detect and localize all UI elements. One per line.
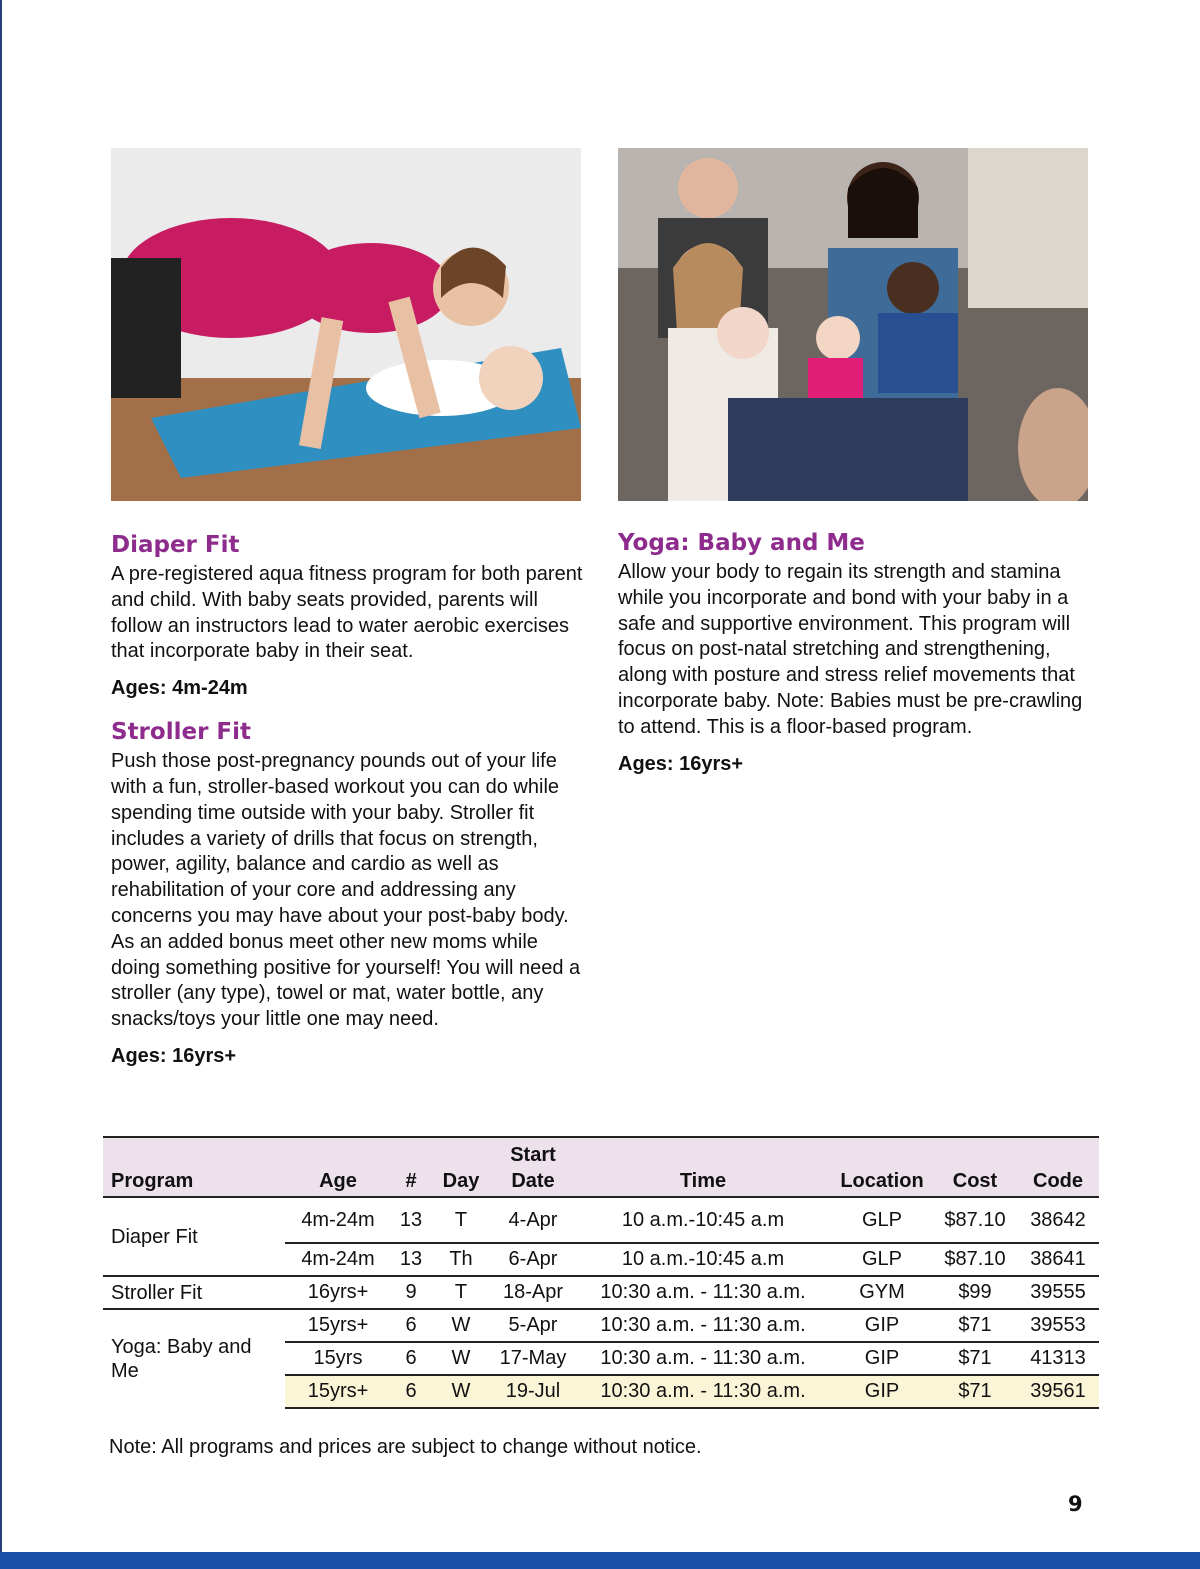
cell-num: 9: [391, 1276, 431, 1309]
cell-age: 4m-24m: [285, 1243, 391, 1276]
cell-age: 4m-24m: [301, 1208, 375, 1231]
cell-num: 6: [391, 1309, 431, 1342]
cell-age: 15yrs+: [285, 1309, 391, 1342]
disclaimer-note: Note: All programs and prices are subject to change without notice.: [109, 1436, 702, 1458]
header-day: Day: [431, 1137, 491, 1197]
cell-code: 38642: [1030, 1208, 1086, 1231]
yoga-group-illustration: [618, 148, 1088, 501]
cell-location: GIP: [831, 1375, 933, 1408]
diaper-fit-photo: [111, 148, 581, 501]
stroller-fit-ages: Ages: 16yrs+: [111, 1044, 237, 1067]
cell-code: 39555: [1017, 1276, 1099, 1309]
cell-cost: $71: [933, 1375, 1017, 1408]
yoga-title: Yoga: Baby and Me: [618, 530, 865, 556]
cell-day: W: [431, 1342, 491, 1375]
header-start-date-line2: Date: [511, 1170, 555, 1192]
cell-code: 39553: [1017, 1309, 1099, 1342]
cell-date: 6-Apr: [491, 1243, 575, 1276]
cell-location: GIP: [831, 1309, 933, 1342]
cell-time: 10 a.m.-10:45 a.m: [575, 1243, 831, 1276]
cell-day: W: [431, 1375, 491, 1408]
cell-date: 4-Apr: [508, 1208, 558, 1231]
yoga-baby-photo: [618, 148, 1088, 501]
cell-date: 19-Jul: [491, 1375, 575, 1408]
cell-time: 10 a.m.-10:45 a.m: [621, 1208, 785, 1231]
cell-location: GLP: [861, 1208, 903, 1231]
cell-location: GLP: [831, 1243, 933, 1276]
cell-day: W: [431, 1309, 491, 1342]
cell-time: 10:30 a.m. - 11:30 a.m.: [575, 1342, 831, 1375]
cell-day: T: [431, 1276, 491, 1309]
table-row: [103, 1197, 1099, 1243]
cell-num: 6: [391, 1342, 431, 1375]
table-row: [103, 1309, 1099, 1342]
header-code: Code: [1017, 1137, 1099, 1197]
page-left-rule: [0, 0, 2, 1552]
header-start-date-line1: Start: [510, 1144, 556, 1166]
cell-cost: $99: [933, 1276, 1017, 1309]
cell-day: Th: [431, 1243, 491, 1276]
page-bottom-bar: [0, 1552, 1200, 1569]
header-age: Age: [285, 1137, 391, 1197]
header-cost: Cost: [933, 1137, 1017, 1197]
right-column: [618, 526, 1093, 791]
cell-code: 38641: [1017, 1243, 1099, 1276]
header-program: Program: [103, 1137, 285, 1197]
cell-cost: $87.10: [944, 1208, 1006, 1231]
left-column: [111, 528, 586, 1083]
cell-date: 5-Apr: [491, 1309, 575, 1342]
yoga-description: Allow your body to regain its strength and stamina while you incorporate and bond with your baby in a safe and supportive environment. This program will focus on post-natal stretching and strengthening, along with posture and stress relief movements that incorporate baby. Note: Babies must be pre-crawling to attend. This is a floor-based program.: [618, 561, 1083, 738]
stroller-fit-description: Push those post-pregnancy pounds out of your life with a fun, stroller-based workout you can do while spending time outside with your baby. Stroller fit includes a variety of drills that focus on strength, power, agility, balance and cardio as well as rehabilitation of your core and addressing any concerns you may have about your post-baby body. As an added bonus meet other new moms while doing something positive for yourself! You will need a stroller (any type), towel or mat, water bottle, any snacks/toys your little one may need.: [111, 750, 581, 1031]
header-num: #: [391, 1137, 431, 1197]
cell-day: T: [454, 1208, 468, 1231]
diaper-fit-ages: Ages: 4m-24m: [111, 677, 248, 700]
program-diaper-fit: Diaper Fit: [111, 1225, 198, 1248]
program-stroller-fit: Stroller Fit: [103, 1276, 285, 1309]
cell-date: 18-Apr: [491, 1276, 575, 1309]
diaper-fit-title: Diaper Fit: [111, 532, 240, 558]
cell-date: 17-May: [491, 1342, 575, 1375]
cell-num: 6: [391, 1375, 431, 1408]
cell-num: 13: [391, 1243, 431, 1276]
program-yoga-baby-and-me: Yoga: Baby and Me: [103, 1309, 285, 1408]
cell-location: GYM: [831, 1276, 933, 1309]
header-location: Location: [831, 1137, 933, 1197]
cell-num: 13: [399, 1208, 423, 1231]
table-header-row: [103, 1137, 1099, 1197]
cell-cost: $87.10: [933, 1243, 1017, 1276]
cell-cost: $71: [933, 1342, 1017, 1375]
cell-time: 10:30 a.m. - 11:30 a.m.: [575, 1309, 831, 1342]
stroller-fit-title: Stroller Fit: [111, 719, 252, 746]
cell-code: 39561: [1017, 1375, 1099, 1408]
cell-age: 16yrs+: [285, 1276, 391, 1309]
cell-cost: $71: [933, 1309, 1017, 1342]
diaper-fit-description: A pre-registered aqua fitness program for both parent and child. With baby seats provided, parents will follow an instructors lead to water aerobic exercises that incorporate baby in their seat.: [111, 563, 583, 663]
cell-time: 10:30 a.m. - 11:30 a.m.: [575, 1375, 831, 1408]
schedule-table: [103, 1136, 1099, 1409]
header-time: Time: [575, 1137, 831, 1197]
cell-age: 15yrs: [285, 1342, 391, 1375]
page-number: 9: [1068, 1492, 1083, 1516]
header-start-date: [491, 1137, 575, 1197]
cell-time: 10:30 a.m. - 11:30 a.m.: [575, 1276, 831, 1309]
cell-age: 15yrs+: [285, 1375, 391, 1408]
cell-location: GIP: [831, 1342, 933, 1375]
diaper-fit-illustration: [111, 148, 581, 501]
yoga-ages: Ages: 16yrs+: [618, 752, 744, 775]
table-row: [103, 1276, 1099, 1309]
cell-code: 41313: [1017, 1342, 1099, 1375]
